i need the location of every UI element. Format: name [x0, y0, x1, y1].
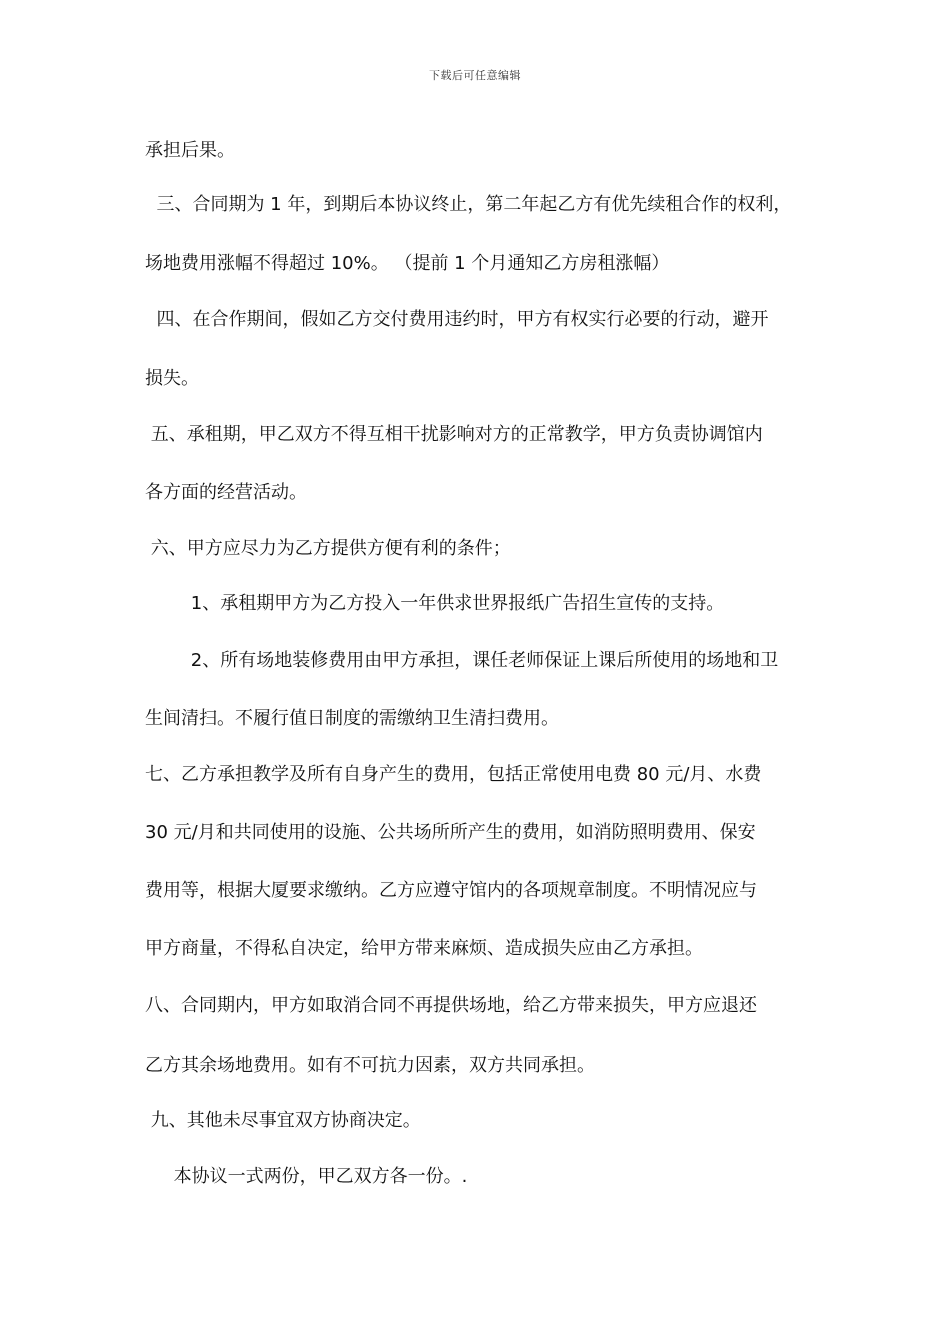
- text-line: 八、合同期内，甲方如取消合同不再提供场地，给乙方带来损失，甲方应退还: [145, 995, 757, 1016]
- text-line: 四、在合作期间，假如乙方交付费用违约时，甲方有权实行必要的行动，避开: [145, 309, 769, 330]
- text-line: 本协议一式两份，甲乙双方各一份。.: [145, 1166, 468, 1187]
- text-line: 六、甲方应尽力为乙方提供方便有利的条件；: [145, 538, 511, 559]
- text-line: 甲方商量，不得私自决定，给甲方带来麻烦、造成损失应由乙方承担。: [145, 938, 703, 959]
- text-line: 费用等，根据大厦要求缴纳。乙方应遵守馆内的各项规章制度。不明情况应与: [145, 880, 757, 901]
- text-line: 乙方其余场地费用。如有不可抗力因素，双方共同承担。: [145, 1055, 595, 1076]
- text-line: 五、承租期，甲乙双方不得互相干扰影响对方的正常教学，甲方负责协调馆内: [145, 424, 763, 445]
- text-line: 1、承租期甲方为乙方投入一年供求世界报纸广告招生宣传的支持。: [145, 593, 725, 614]
- text-line: 场地费用涨幅不得超过 10%。 （提前 1 个月通知乙方房租涨幅）: [145, 253, 670, 274]
- text-line: 2、所有场地装修费用由甲方承担，课任老师保证上课后所使用的场地和卫: [145, 650, 779, 671]
- text-line: 七、乙方承担教学及所有自身产生的费用，包括正常使用电费 80 元/月、水费: [145, 764, 762, 785]
- page-header: 下载后可任意编辑: [429, 69, 521, 82]
- text-line: 生间清扫。不履行值日制度的需缴纳卫生清扫费用。: [145, 708, 559, 729]
- text-line: 九、其他未尽事宜双方协商决定。: [145, 1110, 421, 1131]
- text-line: 损失。: [145, 368, 199, 389]
- text-line: 承担后果。: [145, 140, 235, 161]
- text-line: 30 元/月和共同使用的设施、公共场所所产生的费用，如消防照明费用、保安: [145, 822, 756, 843]
- text-line: 三、合同期为 1 年，到期后本协议终止，第二年起乙方有优先续租合作的权利，: [145, 194, 792, 215]
- text-line: 各方面的经营活动。: [145, 482, 307, 503]
